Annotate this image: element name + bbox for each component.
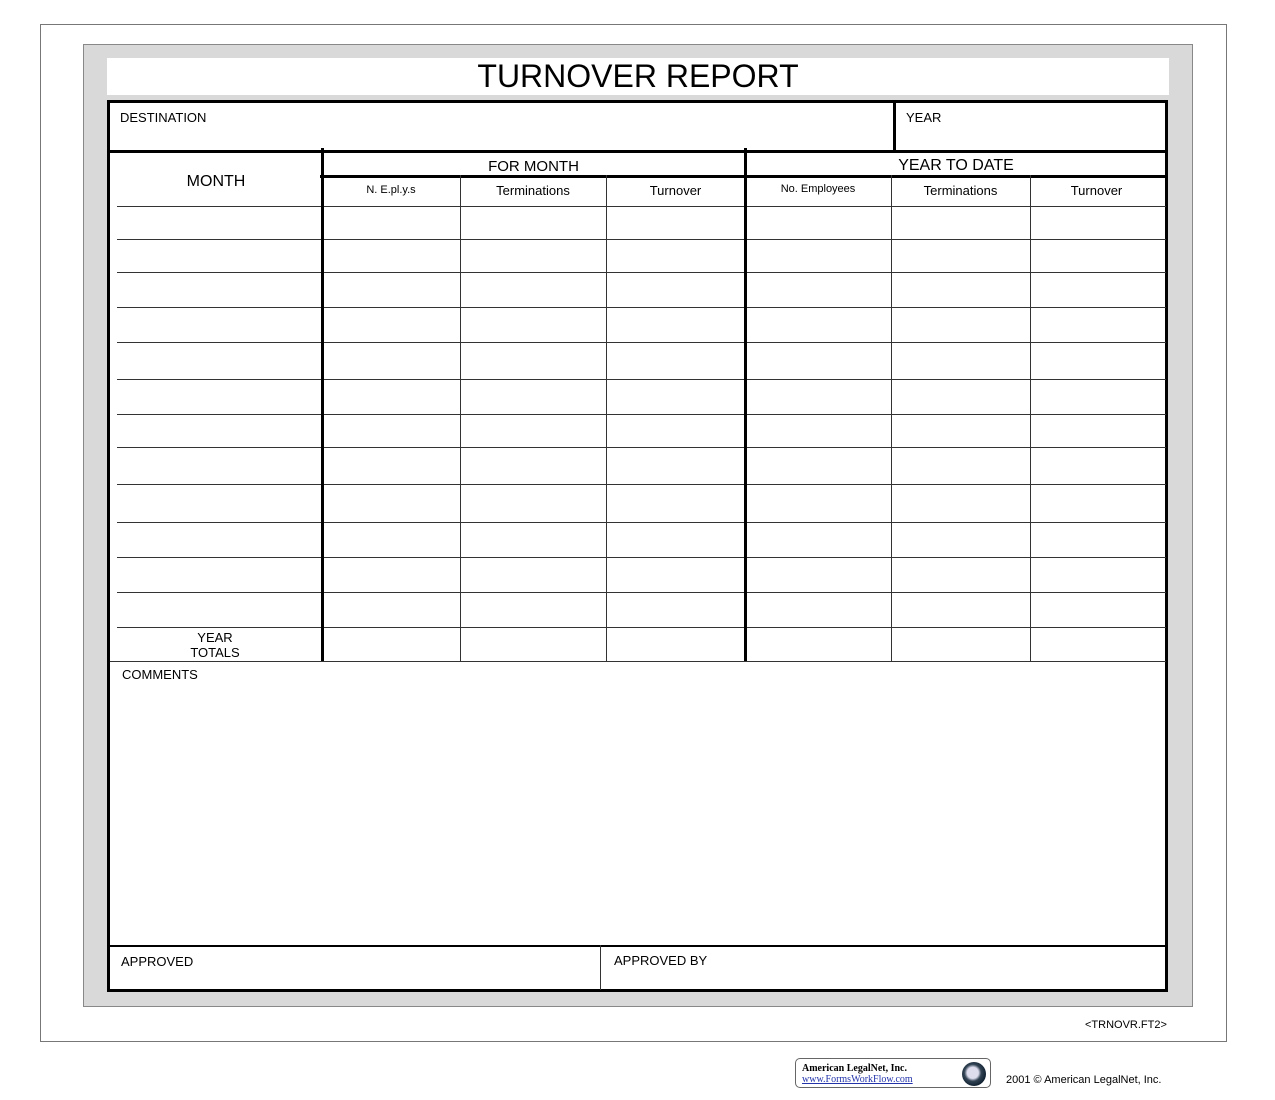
table-cell[interactable]	[608, 557, 744, 592]
table-cell[interactable]	[608, 342, 744, 379]
approved-label: APPROVED	[121, 954, 194, 969]
table-cell[interactable]	[462, 592, 605, 627]
table-cell[interactable]	[893, 592, 1029, 627]
globe-icon	[962, 1062, 986, 1086]
comments-label: COMMENTS	[122, 667, 198, 682]
table-cell[interactable]	[1032, 627, 1162, 661]
table-cell[interactable]	[893, 557, 1029, 592]
comments-field[interactable]	[110, 683, 1166, 943]
turnover-form	[107, 100, 1168, 992]
divider	[600, 945, 601, 990]
table-cell[interactable]	[324, 447, 459, 484]
copyright: 2001 © American LegalNet, Inc.	[1006, 1074, 1162, 1086]
column-divider	[891, 175, 892, 661]
destination-field[interactable]	[110, 103, 894, 151]
table-cell[interactable]	[462, 447, 605, 484]
table-cell[interactable]	[608, 272, 744, 307]
table-cell[interactable]	[462, 272, 605, 307]
month-cell[interactable]	[117, 484, 321, 522]
row-divider	[110, 661, 1166, 662]
table-cell[interactable]	[324, 379, 459, 414]
table-cell[interactable]	[893, 239, 1029, 272]
table-cell[interactable]	[747, 206, 890, 239]
table-cell[interactable]	[893, 272, 1029, 307]
month-cell[interactable]	[117, 379, 321, 414]
table-cell[interactable]	[747, 484, 890, 522]
table-cell[interactable]	[893, 627, 1029, 661]
table-cell[interactable]	[462, 484, 605, 522]
table-cell[interactable]	[893, 522, 1029, 557]
column-header: Terminations	[496, 183, 570, 198]
table-cell[interactable]	[747, 379, 890, 414]
month-cell[interactable]	[117, 342, 321, 379]
totals-label-line1: YEAR	[197, 630, 233, 645]
month-cell[interactable]	[117, 239, 321, 272]
divider	[320, 175, 1166, 178]
form-code: <TRNOVR.FT2>	[1085, 1019, 1167, 1031]
table-cell[interactable]	[893, 342, 1029, 379]
table-cell[interactable]	[324, 272, 459, 307]
table-cell[interactable]	[462, 627, 605, 661]
table-cell[interactable]	[1032, 206, 1162, 239]
table-cell[interactable]	[462, 206, 605, 239]
year-totals-label	[150, 630, 280, 660]
table-cell[interactable]	[1032, 342, 1162, 379]
table-cell[interactable]	[324, 206, 459, 239]
table-cell[interactable]	[608, 484, 744, 522]
month-cell[interactable]	[117, 447, 321, 484]
table-cell[interactable]	[1032, 592, 1162, 627]
table-cell[interactable]	[608, 627, 744, 661]
month-cell[interactable]	[117, 414, 321, 447]
table-cell[interactable]	[608, 592, 744, 627]
table-cell[interactable]	[324, 239, 459, 272]
month-header: MONTH	[186, 173, 246, 190]
table-cell[interactable]	[1032, 239, 1162, 272]
table-cell[interactable]	[1032, 379, 1162, 414]
table-cell[interactable]	[893, 414, 1029, 447]
month-cell[interactable]	[117, 557, 321, 592]
approved-by-field[interactable]	[602, 947, 1166, 990]
table-cell[interactable]	[747, 557, 890, 592]
table-cell[interactable]	[747, 239, 890, 272]
table-cell[interactable]	[747, 272, 890, 307]
month-cell[interactable]	[117, 522, 321, 557]
column-header: Terminations	[923, 183, 998, 198]
table-cell[interactable]	[608, 379, 744, 414]
table-cell[interactable]	[1032, 272, 1162, 307]
american-legalnet-logo[interactable]	[795, 1058, 991, 1088]
table-cell[interactable]	[462, 414, 605, 447]
year-label: YEAR	[906, 110, 942, 125]
destination-label: DESTINATION	[120, 110, 207, 125]
approved-field[interactable]	[110, 947, 600, 990]
column-header: No. Employees	[780, 183, 856, 195]
table-cell[interactable]	[1032, 522, 1162, 557]
divider	[110, 150, 1166, 153]
table-cell[interactable]	[1032, 447, 1162, 484]
column-header: Turnover	[1070, 183, 1123, 198]
table-cell[interactable]	[608, 206, 744, 239]
column-header: N. E.pl.y.s	[366, 184, 416, 196]
table-cell[interactable]	[324, 342, 459, 379]
table-cell[interactable]	[747, 592, 890, 627]
table-cell[interactable]	[608, 307, 744, 342]
column-header: Turnover	[649, 183, 702, 198]
table-cell[interactable]	[324, 522, 459, 557]
logo-link[interactable]: www.FormsWorkFlow.com	[802, 1074, 913, 1085]
table-cell[interactable]	[747, 414, 890, 447]
year-to-date-header: YEAR TO DATE	[898, 157, 1014, 174]
table-cell[interactable]	[324, 484, 459, 522]
table-cell[interactable]	[893, 206, 1029, 239]
table-cell[interactable]	[747, 342, 890, 379]
table-cell[interactable]	[893, 484, 1029, 522]
table-cell[interactable]	[462, 522, 605, 557]
form-title: TURNOVER REPORT	[107, 58, 1169, 95]
table-cell[interactable]	[324, 627, 459, 661]
month-cell[interactable]	[117, 592, 321, 627]
table-cell[interactable]	[893, 447, 1029, 484]
logo-name: American LegalNet, Inc.	[802, 1063, 907, 1074]
column-divider	[606, 175, 607, 661]
table-cell[interactable]	[747, 307, 890, 342]
for-month-header: FOR MONTH	[488, 158, 579, 175]
table-cell[interactable]	[747, 522, 890, 557]
table-cell[interactable]	[747, 627, 890, 661]
month-cell[interactable]	[117, 272, 321, 307]
month-cell[interactable]	[117, 206, 321, 239]
table-cell[interactable]	[608, 414, 744, 447]
table-cell[interactable]	[462, 379, 605, 414]
table-cell[interactable]	[608, 522, 744, 557]
column-divider	[1030, 175, 1031, 661]
table-cell[interactable]	[747, 447, 890, 484]
table-cell[interactable]	[324, 414, 459, 447]
table-cell[interactable]	[462, 342, 605, 379]
table-cell[interactable]	[608, 239, 744, 272]
table-cell[interactable]	[462, 239, 605, 272]
year-field[interactable]	[896, 103, 1166, 151]
table-cell[interactable]	[1032, 307, 1162, 342]
table-cell[interactable]	[893, 379, 1029, 414]
table-cell[interactable]	[1032, 414, 1162, 447]
approved-by-label: APPROVED BY	[614, 953, 708, 968]
table-cell[interactable]	[1032, 484, 1162, 522]
table-cell[interactable]	[608, 447, 744, 484]
table-cell[interactable]	[324, 557, 459, 592]
table-cell[interactable]	[893, 307, 1029, 342]
table-cell[interactable]	[1032, 557, 1162, 592]
table-cell[interactable]	[462, 557, 605, 592]
table-cell[interactable]	[324, 592, 459, 627]
table-cell[interactable]	[462, 307, 605, 342]
table-cell[interactable]	[324, 307, 459, 342]
totals-label-line2: TOTALS	[190, 645, 240, 660]
month-cell[interactable]	[117, 307, 321, 342]
column-divider	[460, 175, 461, 661]
